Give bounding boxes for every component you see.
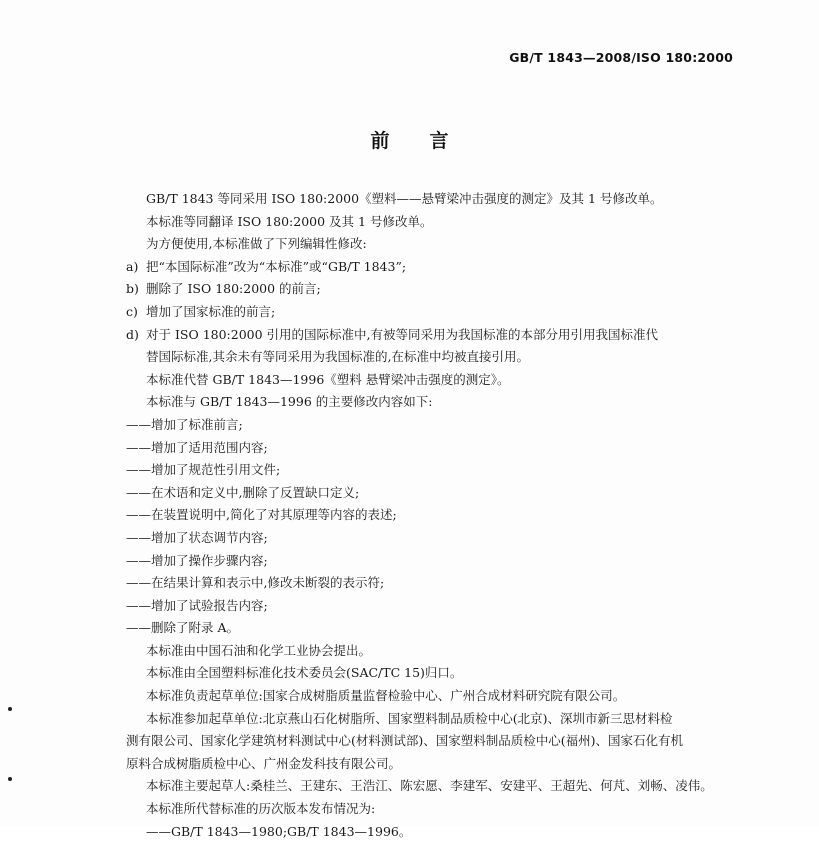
changes-intro: 本标准与 GB/T 1843—1996 的主要修改内容如下: — [146, 394, 433, 410]
list-marker: b) — [126, 281, 139, 297]
page-title: 前言 — [370, 130, 489, 152]
change-item: ——增加了标准前言; — [126, 416, 243, 432]
drafters-statement: 本标准主要起草人:桑桂兰、王建东、王浩江、陈宏愿、李建军、安建平、王超先、何芃、刘畅、凌伟。 — [146, 778, 713, 794]
list-item-text: 删除了 ISO 180:2000 的前言; — [146, 281, 321, 297]
change-item: ——在装置说明中,简化了对其原理等内容的表述; — [126, 507, 397, 523]
change-item: ——增加了操作步骤内容; — [126, 552, 268, 568]
change-item: ——增加了试验报告内容; — [126, 597, 268, 613]
list-item-text: 把“本国际标准”改为“本标准”或“GB/T 1843”; — [146, 258, 407, 274]
list-item-continuation: 替国际标准,其余未有等同采用为我国标准的,在标准中均被直接引用。 — [146, 349, 529, 365]
participating-units-line: 测有限公司、国家化学建筑材料测试中心(材料测试部)、国家塑料制品质检中心(福州)、国家石化有机 — [126, 733, 684, 749]
change-item: ——删除了附录 A。 — [126, 620, 240, 636]
list-marker: a) — [126, 258, 139, 274]
list-item — [0, 301, 819, 324]
list-item-text: 对于 ISO 180:2000 引用的国际标准中,有被等同采用为我国标准的本部分用引用我国标准代 — [146, 326, 659, 342]
paragraph: GB/T 1843 等同采用 ISO 180:2000《塑料——悬臂梁冲击强度的测定》及其 1 号修改单。 — [146, 191, 663, 206]
participating-units-line: 本标准参加起草单位:北京燕山石化树脂所、国家塑料制品质检中心(北京)、深圳市新三思材料检 — [146, 710, 673, 726]
centralized-statement: 本标准由全国塑料标准化技术委员会(SAC/TC 15)归口。 — [146, 665, 463, 681]
change-item: ——增加了规范性引用文件; — [126, 462, 281, 478]
list-marker: c) — [126, 303, 138, 319]
drafting-unit-statement: 本标准负责起草单位:国家合成树脂质量监督检验中心、广州合成材料研究院有限公司。 — [146, 688, 626, 704]
foreword-body — [0, 188, 819, 843]
change-item: ——增加了适用范围内容; — [126, 439, 268, 455]
change-item: ——增加了状态调节内容; — [126, 529, 268, 545]
list-item-text: 增加了国家标准的前言; — [146, 303, 276, 319]
paragraph: 为方便使用,本标准做了下列编辑性修改: — [146, 236, 367, 252]
list-item — [0, 324, 819, 347]
participating-units-line: 原料合成树脂质检中心、广州金发科技有限公司。 — [126, 755, 402, 771]
list-item — [0, 278, 819, 301]
replace-statement: 本标准代替 GB/T 1843—1996《塑料 悬臂梁冲击强度的测定》。 — [146, 371, 510, 387]
change-item: ——在结果计算和表示中,修改未断裂的表示符; — [126, 575, 385, 591]
change-item: ——在术语和定义中,删除了反置缺口定义; — [126, 484, 360, 500]
proposer-statement: 本标准由中国石油和化学工业协会提出。 — [146, 642, 372, 658]
list-marker: d) — [126, 326, 139, 342]
history-list: ——GB/T 1843—1980;GB/T 1843—1996。 — [146, 823, 412, 839]
standard-code: GB/T 1843—2008/ISO 180:2000 — [509, 50, 733, 65]
history-intro: 本标准所代替标准的历次版本发布情况为: — [146, 801, 376, 817]
paragraph: 本标准等同翻译 ISO 180:2000 及其 1 号修改单。 — [146, 213, 433, 229]
list-item — [0, 256, 819, 279]
